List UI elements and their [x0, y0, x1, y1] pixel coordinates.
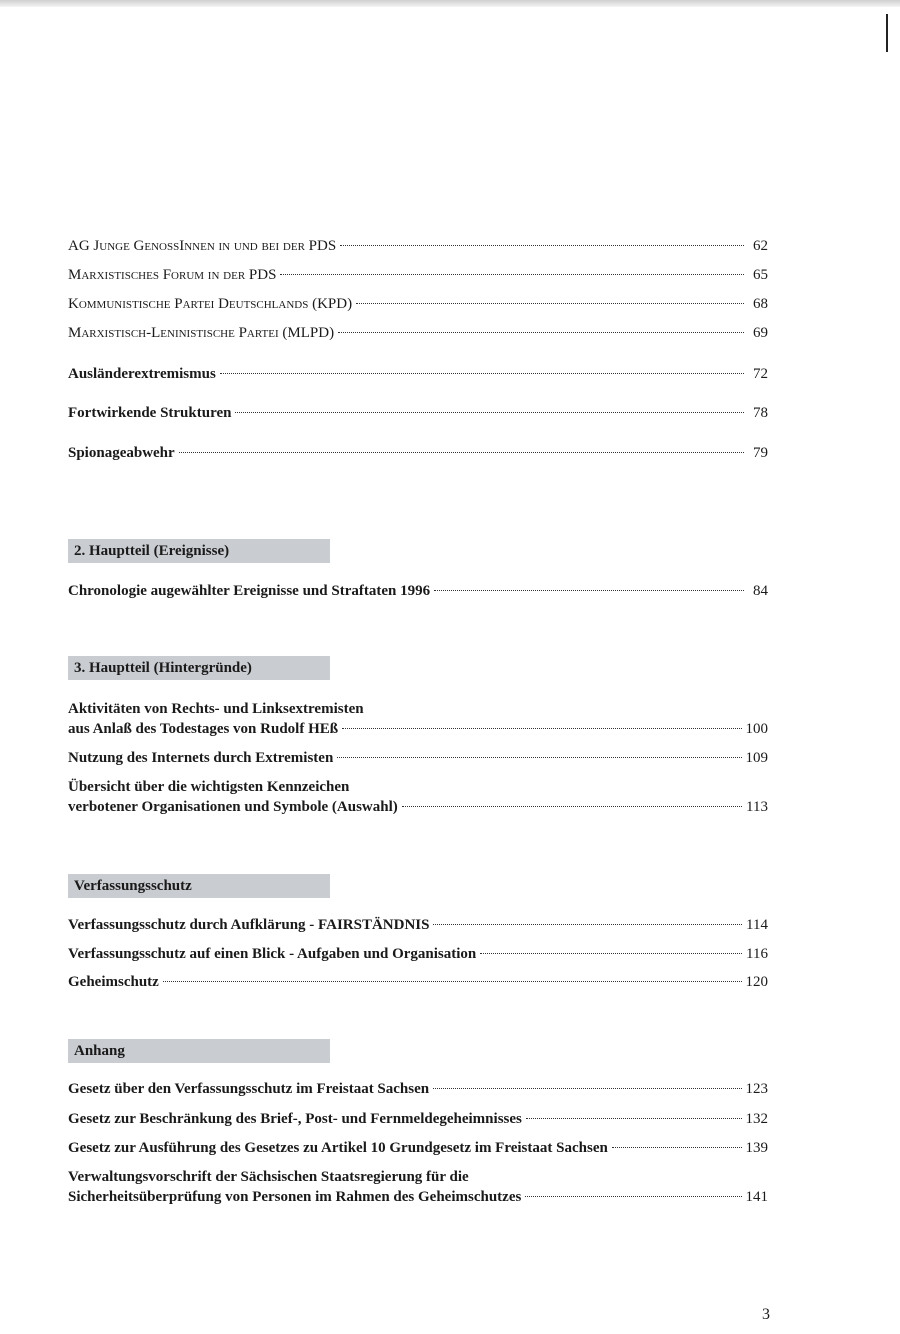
toc-entry-label: Verfassungsschutz auf einen Blick - Aufgaben und Organisation [68, 946, 477, 962]
toc-entry-page: 113 [746, 799, 768, 815]
toc-entry-label: AG Junge GenossInnen in und bei der PDS [68, 238, 337, 254]
toc-entry[interactable] [68, 972, 768, 992]
leader-dots [340, 245, 744, 246]
toc-entry-label: Ausländerextremismus [68, 366, 216, 382]
leader-dots [163, 981, 742, 982]
toc-entry-page: 72 [753, 366, 768, 382]
toc-entry[interactable] [68, 265, 768, 285]
toc-entry-label: Aktivitäten von Rechts- und Linksextremisten [68, 701, 364, 717]
toc-entry-label-continued: aus Anlaß des Todestages von Rudolf HEß [68, 721, 339, 737]
toc-entry-page: 123 [745, 1081, 768, 1097]
toc-entry-label: Gesetz zur Ausführung des Gesetzes zu Artikel 10 Grundgesetz im Freistaat Sachsen [68, 1140, 608, 1156]
toc-entry-label: Fortwirkende Strukturen [68, 405, 232, 421]
leader-dots [434, 590, 744, 591]
leader-dots [342, 728, 741, 729]
toc-entry-page: 79 [753, 445, 768, 461]
toc-entry-label: Gesetz über den Verfassungsschutz im Freistaat Sachsen [68, 1081, 430, 1097]
toc-entry[interactable] [68, 1167, 768, 1207]
toc-entry-page: 65 [753, 267, 768, 283]
toc-entry-page: 132 [745, 1111, 768, 1127]
toc-entry[interactable] [68, 443, 768, 463]
toc-entry-page: 139 [745, 1140, 768, 1156]
toc-entry-label: Chronologie augewählter Ereignisse und Straftaten 1996 [68, 583, 431, 599]
section-heading: Verfassungsschutz [68, 874, 330, 898]
leader-dots [526, 1118, 742, 1119]
toc-entry-page: 69 [753, 325, 768, 341]
toc-entry-label: Verfassungsschutz durch Aufklärung - FAIRSTÄNDNIS [68, 917, 430, 933]
leader-dots [179, 452, 744, 453]
toc-entry-page: 114 [746, 917, 768, 933]
toc-entry-label: Marxistisch-Leninistische Partei (MLPD) [68, 325, 335, 341]
toc-entry-page: 62 [753, 238, 768, 254]
toc-entry-label: Verwaltungsvorschrift der Sächsischen Staatsregierung für die [68, 1169, 469, 1185]
toc-entry-label: Übersicht über die wichtigsten Kennzeichen [68, 779, 350, 795]
toc-entry-label: Geheimschutz [68, 974, 159, 990]
leader-dots [356, 303, 744, 304]
toc-entry-label-continued: Sicherheitsüberprüfung von Personen im Rahmen des Geheimschutzes [68, 1189, 522, 1205]
page-number: 3 [762, 1306, 770, 1323]
toc-entry-page: 109 [745, 750, 768, 766]
toc-entry[interactable] [68, 236, 768, 256]
toc-entry-label: Spionageabwehr [68, 445, 175, 461]
toc-entry-label-continued: verbotener Organisationen und Symbole (Auswahl) [68, 799, 398, 815]
toc-entry[interactable] [68, 915, 768, 935]
toc-entry[interactable] [68, 1079, 768, 1099]
section-heading: 3. Hauptteil (Hintergründe) [68, 656, 330, 680]
leader-dots [235, 412, 744, 413]
toc-entry-page: 141 [745, 1189, 768, 1205]
toc-entry[interactable] [68, 1109, 768, 1129]
toc-entry[interactable] [68, 323, 768, 343]
toc-entry[interactable] [68, 581, 768, 601]
toc-entry-label: Marxistisches Forum in der PDS [68, 267, 277, 283]
toc-entry-page: 100 [745, 721, 768, 737]
toc-entry-page: 84 [753, 583, 768, 599]
toc-entry[interactable] [68, 777, 768, 817]
section-heading: Anhang [68, 1039, 330, 1063]
toc-entry-label: Gesetz zur Beschränkung des Brief-, Post- und Fernmeldegeheimnisses [68, 1111, 522, 1127]
leader-dots [280, 274, 744, 275]
leader-dots [525, 1196, 741, 1197]
toc-entry-page: 68 [753, 296, 768, 312]
toc-entry-label: Nutzung des Internets durch Extremisten [68, 750, 334, 766]
scan-edge-top [0, 0, 900, 7]
leader-dots [402, 806, 742, 807]
section-heading: 2. Hauptteil (Ereignisse) [68, 539, 330, 563]
toc-entry[interactable] [68, 1138, 768, 1158]
leader-dots [480, 953, 742, 954]
toc-entry-page: 78 [753, 405, 768, 421]
leader-dots [338, 332, 744, 333]
toc-entry-label: Kommunistische Partei Deutschlands (KPD) [68, 296, 353, 312]
scan-edge-mark [886, 14, 888, 52]
leader-dots [337, 757, 741, 758]
toc-entry[interactable] [68, 294, 768, 314]
leader-dots [612, 1147, 742, 1148]
leader-dots [220, 373, 744, 374]
toc-entry-page: 120 [745, 974, 768, 990]
toc-entry[interactable] [68, 748, 768, 768]
toc-entry[interactable] [68, 403, 768, 423]
leader-dots [433, 924, 742, 925]
toc-entry[interactable] [68, 364, 768, 384]
toc-entry[interactable] [68, 944, 768, 964]
toc-entry-page: 116 [746, 946, 768, 962]
toc-entry[interactable] [68, 699, 768, 739]
leader-dots [433, 1088, 741, 1089]
